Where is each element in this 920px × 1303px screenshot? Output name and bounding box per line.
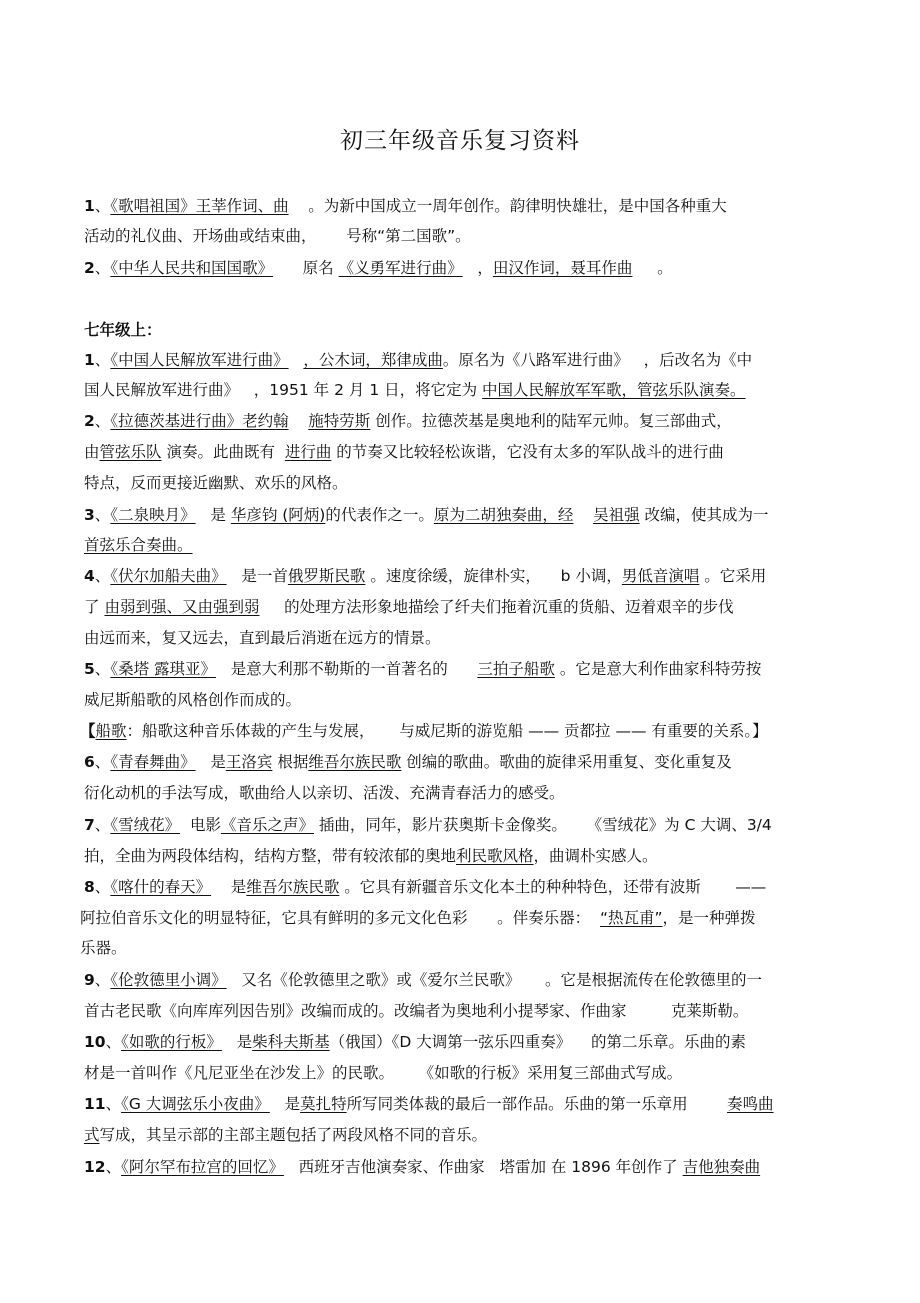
text-line: 2、《拉德茨基进行曲》老约翰 施特劳斯 创作。拉德茨基是奥地利的陆军元帅。复三部曲式， xyxy=(84,412,732,430)
text-line: 8、《喀什的春天》 是维吾尔族民歌 。它具有新疆音乐文化本土的种种特色，还带有波斯 —— xyxy=(84,878,767,896)
text-line: 特点，反而更接近幽默、欢乐的风格。 xyxy=(84,474,348,492)
note-line: 【船歌：船歌这种音乐体裁的产生与发展， 与威尼斯的游览船 —— 贡都拉 —— 有重要的关系。】 xyxy=(80,722,768,740)
section-heading: 七年级上： xyxy=(84,321,162,339)
text-line: 活动的礼仪曲、开场曲或结束曲， 号称“第二国歌”。 xyxy=(84,227,471,245)
page-title: 初三年级音乐复习资料 xyxy=(340,128,580,154)
text-line: 5、《桑塔 露琪亚》 是意大利那不勒斯的一首著名的 三拍子船歌 。它是意大利作曲家科特劳按 xyxy=(84,660,762,678)
text-line: 拍，全曲为两段体结构，结构方整，带有较浓郁的奥地利民歌风格，曲调朴实感人。 xyxy=(84,847,658,865)
text-line: 11、《G 大调弦乐小夜曲》 是莫扎特所写同类体裁的最后一部作品。乐曲的第一乐章用 奏鸣曲 xyxy=(84,1095,774,1113)
text-line: 2、《中华人民共和国国歌》 原名 《义勇军进行曲》 ，田汉作词，聂耳作曲 。 xyxy=(84,259,673,277)
text-line: 首古老民歌《向库库列因告别》改编而成的。改编者为奥地利小提琴家、作曲家 克莱斯勒。 xyxy=(84,1002,749,1020)
text-line: 式写成，其呈示部的主部主题包括了两段风格不同的音乐。 xyxy=(84,1126,488,1144)
text-line: 12、《阿尔罕布拉宫的回忆》 西班牙吉他演奏家、作曲家 塔雷加 在 1896 年创作了 吉他独奏曲 xyxy=(84,1158,761,1176)
text-line: 1、《歌唱祖国》王莘作词、曲 。为新中国成立一周年创作。韵律明快雄壮，是中国各种重大 xyxy=(84,197,727,215)
text-line: 6、《青春舞曲》 是王洛宾 根据维吾尔族民歌 创编的歌曲。歌曲的旋律采用重复、变化重复及 xyxy=(84,753,732,771)
text-line: 9、《伦敦德里小调》 又名《伦敦德里之歌》或《爱尔兰民歌》 。它是根据流传在伦敦德里的一 xyxy=(84,971,763,989)
text-line: 4、《伏尔加船夫曲》 是一首俄罗斯民歌 。速度徐缓，旋律朴实， b 小调，男低音演唱 。它采用 xyxy=(84,567,767,585)
text-line: 材是一首叫作《凡尼亚坐在沙发上》的民歌。 《如歌的行板》采用复三部曲式写成。 xyxy=(84,1064,683,1082)
text-line: 乐器。 xyxy=(80,939,127,957)
text-line: 由远而来，复又远去，直到最后消逝在远方的情景。 xyxy=(84,629,441,647)
text-line: 阿拉伯音乐文化的明显特征，它具有鲜明的多元文化色彩 。伴奏乐器： “热瓦甫”，是一种弹拨 xyxy=(80,909,756,927)
text-line: 国人民解放军进行曲》 ，1951 年 2 月 1 日，将它定为 中国人民解放军军歌，管弦乐队演奏。 xyxy=(84,381,746,399)
text-line: 首弦乐合奏曲。 xyxy=(84,536,193,554)
text-line: 1、《中国人民解放军进行曲》 ，公木词，郑律成曲。原名为《八路军进行曲》 ，后改名为《中 xyxy=(84,351,753,369)
text-line: 10、《如歌的行板》 是柴科夫斯基（俄国）《D 大调第一弦乐四重奏》 的第二乐章。乐曲的素 xyxy=(84,1033,747,1051)
text-line: 了 由弱到强、又由强到弱 的处理方法形象地描绘了纤夫们拖着沉重的货船、迈着艰辛的步伐 xyxy=(84,598,734,616)
text-line: 由管弦乐队 演奏。此曲既有 进行曲 的节奏又比较轻松诙谐，它没有太多的军队战斗的进行曲 xyxy=(84,443,724,461)
text-line: 威尼斯船歌的风格创作而成的。 xyxy=(84,691,302,709)
text-line: 7、《雪绒花》 电影《音乐之声》 插曲，同年，影片获奥斯卡金像奖。 《雪绒花》为 C 大调、3/4 xyxy=(84,816,772,834)
text-line: 衍化动机的手法写成，歌曲给人以亲切、活泼、充满青春活力的感受。 xyxy=(84,784,565,802)
text-line: 3、《二泉映月》 是 华彦钧 (阿炳)的代表作之一。原为二胡独奏曲，经 吴祖强 改编，使其成为一 xyxy=(84,506,769,524)
